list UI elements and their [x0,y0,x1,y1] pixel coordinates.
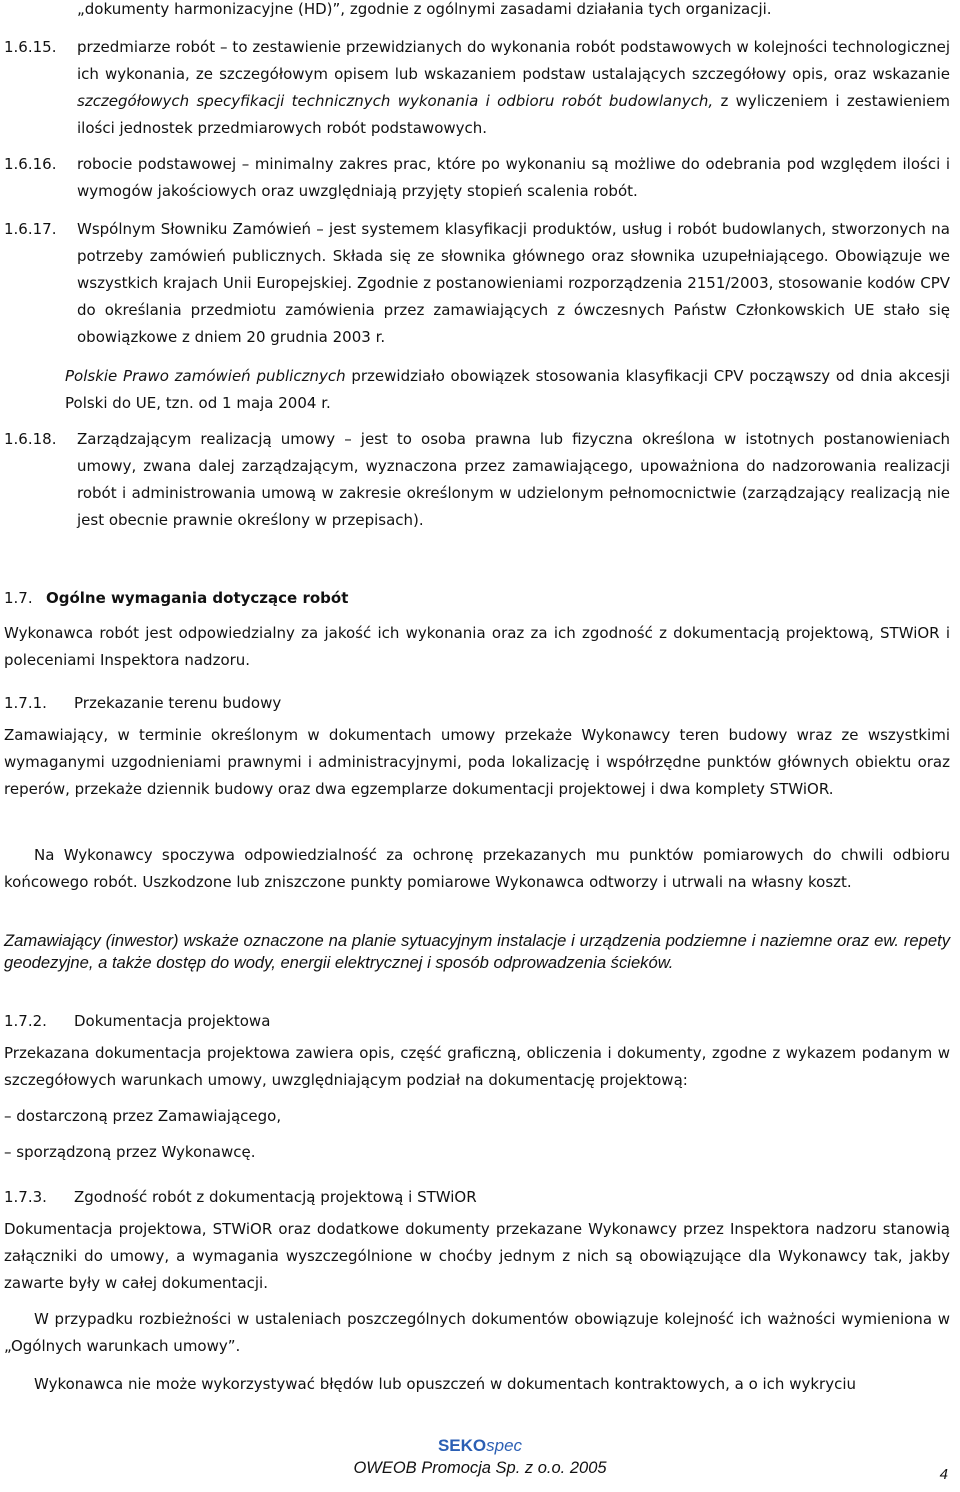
paragraph: Wykonawca nie może wykorzystywać błędów lub opuszczeń w dokumentach kontraktowych, a o ich wykryciu [34,1375,857,1393]
definition-italic-term: szczegółowych specyfikacji technicznych wykonania i odbioru robót budowlanych, [77,92,714,110]
section-number: 1.7. [4,589,33,607]
brand-bold: SEKO [437,1436,487,1455]
subsection-number: 1.7.3. [4,1188,47,1206]
footer-company: OWEOB Promocja Sp. z o.o. 2005 [353,1459,607,1477]
definition-number: 1.6.15. [4,38,57,56]
continuation-line: „dokumenty harmonizacyjne (HD)”, zgodnie z ogólnymi zasadami działania tych organizacji. [77,0,772,18]
subsection-number: 1.7.2. [4,1012,47,1030]
footer-brand-logo [0,1436,960,1456]
paragraph: Na Wykonawcy spoczywa odpowiedzialność za ochronę przekazanych mu punktów pomiarowych do chwili odbioru końcowego robót. Uszkodzone lub zniszczone punkty pomiarowe Wykonawca odtworzy i utrwali na własny koszt. [4,846,950,891]
definition-przedmiar [77,34,950,142]
page-number: 4 [939,1466,948,1483]
definition-robota-podstawowa: robocie podstawowej – minimalny zakres prac, które po wykonaniu są możliwe do odebrania pod względem ilości i wymogów jakościowych oraz uwzględniają przyjęty stopień scalenia robót. [77,155,950,200]
definition-cpv-note [65,363,950,417]
paragraph: Dokumentacja projektowa, STWiOR oraz dodatkowe dokumenty przekazane Wykonawcy przez Inspektora nadzoru stanowią załączniki do umowy, a wymagania wyszczególnione w choćby jednym z nich są obowiązujące dla Wykonawcy tak, jakby zawarte były w całej dokumentacji. [4,1220,950,1292]
italic-law-name: Polskie Prawo zamówień publicznych [65,367,346,385]
definition-zarzadzajacy: Zarządzającym realizacją umowy – jest to osoba prawna lub fizyczna określona w istotnych postanowieniach umowy, zwana dalej zarządzającym, wyznaczona przez zamawiającego, upoważniona do nadzorowania realizacji robót i administrowania umową w zakresie określonym w udzielonym pełnomocnictwie (zarządzający realizacją nie jest obecnie prawnie określony w przepisach). [77,430,950,529]
definition-number: 1.6.16. [4,155,57,173]
brand-italic: spec [486,1436,523,1455]
definition-wspolny-slownik: Wspólnym Słowniku Zamówień – jest systemem klasyfikacji produktów, usług i robót budowlanych, stworzonych na potrzeby zamówień publicznych. Składa się ze słownika głównego oraz słownika uzupełniającego. Obowiązuje we wszystkich krajach Unii Europejskiej. Zgodnie z postanowieniami rozporządzenia 2151/2003, stosowanie kodów CPV do określania przedmiotu zamówienia przez zamawiających z ówczesnych Państw Członkowskich UE stało się obowiązkowe z dniem 20 grudnia 2003 r. [77,220,950,346]
definition-number: 1.6.18. [4,430,57,448]
paragraph: Przekazana dokumentacja projektowa zawiera opis, część graficzną, obliczenia i dokumenty, zgodne z wykazem podanym w szczegółowych warunkach umowy, uwzględniającym podział na dokumentację projektową: [4,1044,950,1089]
definition-text: przedmiarze robót – to zestawienie przewidzianych do wykonania robót podstawowych w kolejności technologicznej ich wykonania, ze szczegółowym opisem lub wskazaniem podstaw ustalających szczegółowy opis, oraz wskazanie [77,38,950,83]
paragraph: W przypadku rozbieżności w ustaleniach poszczególnych dokumentów obowiązuje kolejność ich ważności wymieniona w „Ogólnych warunkach umowy”. [4,1310,950,1355]
note-text: przewidziało obowiązek stosowania klasyfikacji CPV począwszy od dnia akcesji Polski do UE, tzn. od 1 maja 2004 r. [65,367,950,412]
subsection-title: Przekazanie terenu budowy [74,694,282,712]
paragraph-italic: Zamawiający (inwestor) wskaże oznaczone na planie sytuacyjnym instalacje i urządzenia podziemne i naziemne oraz ew. repety geodezyjne, a także dostęp do wody, energii elektrycznej i sposób odprowadzenia ścieków. [4,931,950,972]
list-item: – dostarczoną przez Zamawiającego, [4,1107,282,1125]
paragraph: Zamawiający, w terminie określonym w dokumentach umowy przekaże Wykonawcy teren budowy wraz ze wszystkimi wymaganymi uzgodnieniami prawnymi i administracyjnymi, poda lokalizację i współrzędne punktów głównych obiektu oraz reperów, przekaże dziennik budowy oraz dwa egzemplarze dokumentacji projektowej i dwa komplety STWiOR. [4,726,950,798]
list-item: – sporządzoną przez Wykonawcę. [4,1143,256,1161]
subsection-title: Dokumentacja projektowa [74,1012,271,1030]
section-title: Ogólne wymagania dotyczące robót [46,589,349,607]
section-paragraph: Wykonawca robót jest odpowiedzialny za jakość ich wykonania oraz za ich zgodność z dokumentacją projektową, STWiOR i poleceniami Inspektora nadzoru. [4,624,950,669]
definition-number: 1.6.17. [4,220,57,238]
page-footer [0,1436,960,1478]
subsection-title: Zgodność robót z dokumentacją projektową i STWiOR [74,1188,477,1206]
subsection-number: 1.7.1. [4,694,47,712]
definition-text-end: z wyliczeniem i zestawieniem ilości jednostek przedmiarowych robót podstawowych. [77,92,950,137]
